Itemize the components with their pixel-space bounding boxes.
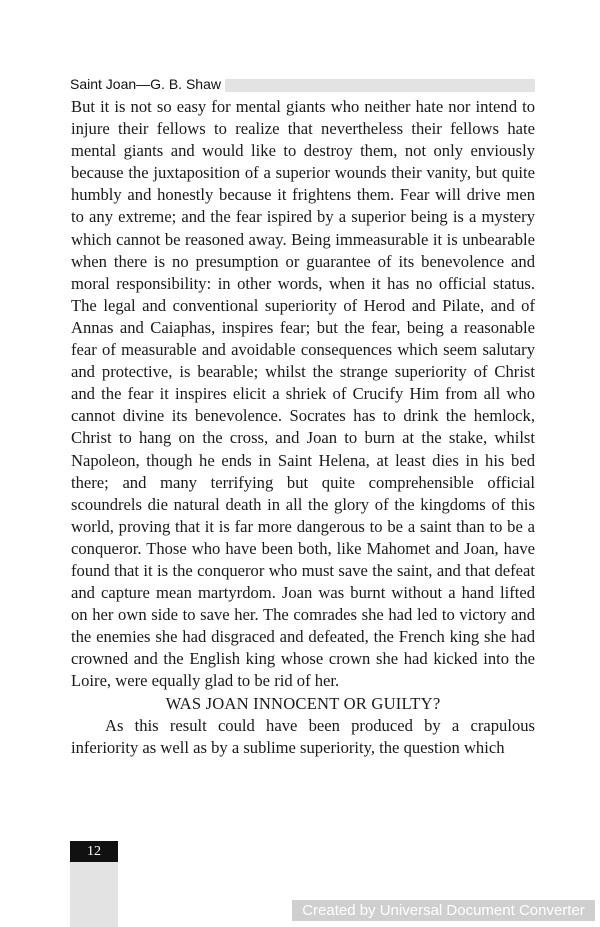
running-head [70, 76, 535, 93]
body-paragraph: But it is not so easy for mental giants who neither hate nor intend to injure their fellows to realize that nevertheless their fellows hate mental giants and would like to destroy them, not only enviously because the juxtaposition of a superior wounds their vanity, but quite humbly and honestly because it frightens them. Fear will drive men to any extreme; and the fear ispired by a superior being is a mystery which cannot be reasoned away. Being immeasurable it is unbearable when there is no presumption or guarantee of its benevolence and moral responsibility: in other words, when it has no official status. The legal and conventional superiority of Herod and Pilate, and of Annas and Caiaphas, inspires fear; but the fear, being a reasonable fear of measurable and avoidable consequences which seem salutary and protective, is bearable; whilst the strange superiority of Christ and the fear it inspires elicit a shriek of Crucify Him from all who cannot divine its benevolence. Socrates has to drink the hemlock, Christ to hang on the cross, and Joan to burn at the stake, whilst Napoleon, though he ends in Saint Helena, at least dies in his bed there; and many terrifying but quite comprehensible official scoundrels die natural death in all the glory of the kingdoms of this world, proving that it is far more dangerous to be a saint than to be a conqueror. Those who have been both, like Mahomet and Joan, have found that it is the conqueror who must save the saint, and that defeat and capture mean martyrdom. Joan was burnt without a hand lifted on her own side to save her. The comrades she had led to victory and the enemies she had disgraced and defeated, the French king she had crowned and the English king whose crown she had kicked into the Loire, were equally glad to be rid of her. [71, 97, 535, 691]
page-body [71, 96, 535, 759]
page-number-gutter [70, 862, 118, 927]
running-head-title: Saint Joan—G. B. Shaw [70, 76, 225, 93]
running-head-rule [225, 79, 535, 92]
section-heading: WAS JOAN INNOCENT OR GUILTY? [165, 693, 441, 713]
section-paragraph: As this result could have been produced by a crapulous inferiority as well as by a sublime superiority, the question which [71, 715, 535, 757]
page-number: 12 [70, 841, 118, 862]
converter-watermark: Created by Universal Document Converter [292, 900, 595, 921]
